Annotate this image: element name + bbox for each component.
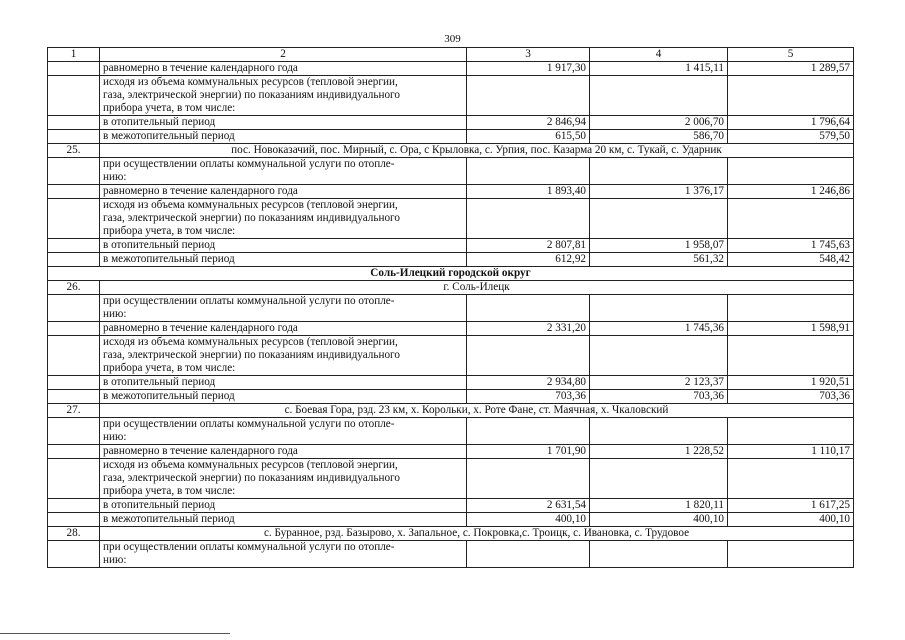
value-col-4: 1 745,36 — [590, 322, 728, 336]
table-row — [48, 76, 854, 116]
value-col-3: 1 701,90 — [467, 445, 590, 459]
value-col-3: 1 893,40 — [467, 185, 590, 199]
row-description — [100, 336, 467, 376]
row-description — [100, 459, 467, 499]
description-line: газа, электрической энергии) по показаниям индивидуального — [103, 472, 400, 484]
value-col-3: 703,36 — [467, 390, 590, 404]
value-col-3: 1 917,30 — [467, 62, 590, 76]
index-cell — [48, 76, 100, 116]
description-line: прибора учета, в том числе: — [103, 485, 236, 497]
value-col-4 — [590, 336, 728, 376]
value-col-5 — [728, 199, 854, 239]
row-label: в межотопительный период — [100, 130, 467, 144]
index-cell — [48, 376, 100, 390]
tariff-table — [47, 47, 854, 568]
row-label: равномерно в течение календарного года — [100, 185, 467, 199]
index-cell — [48, 253, 100, 267]
value-col-3 — [467, 541, 590, 568]
section-title: с. Буранное, рзд. Базырово, х. Запальное, с. Покровка,с. Троицк, с. Ивановка, с. Трудовое — [100, 527, 854, 541]
index-cell — [48, 445, 100, 459]
value-col-5: 1 598,91 — [728, 322, 854, 336]
header-cell-3: 3 — [467, 48, 590, 62]
value-col-3: 2 631,54 — [467, 499, 590, 513]
row-label: в межотопительный период — [100, 390, 467, 404]
value-col-3: 400,10 — [467, 513, 590, 527]
index-cell — [48, 116, 100, 130]
index-cell — [48, 513, 100, 527]
header-cell-2: 2 — [100, 48, 467, 62]
value-col-5 — [728, 541, 854, 568]
description-line: прибора учета, в том числе: — [103, 362, 236, 374]
value-col-5: 1 617,25 — [728, 499, 854, 513]
row-label: равномерно в течение календарного года — [100, 322, 467, 336]
table-body — [48, 48, 854, 568]
description-line: газа, электрической энергии) по показаниям индивидуального — [103, 89, 400, 101]
row-label: в отопительный период — [100, 499, 467, 513]
value-col-3 — [467, 295, 590, 322]
value-col-3: 2 807,81 — [467, 239, 590, 253]
index-cell — [48, 158, 100, 185]
value-col-3 — [467, 459, 590, 499]
row-description — [100, 199, 467, 239]
index-cell — [48, 62, 100, 76]
value-col-4: 2 006,70 — [590, 116, 728, 130]
value-col-5 — [728, 418, 854, 445]
table-row — [48, 239, 854, 253]
description-line: исходя из объема коммунальных ресурсов (тепловой энергии, — [103, 76, 398, 88]
description-line: газа, электрической энергии) по показаниям индивидуального — [103, 212, 400, 224]
section-index: 26. — [48, 281, 100, 295]
value-col-5 — [728, 336, 854, 376]
description-line: нию: — [103, 308, 127, 320]
section-title: г. Соль-Илецк — [100, 281, 854, 295]
value-col-3: 615,50 — [467, 130, 590, 144]
value-col-4 — [590, 199, 728, 239]
value-col-4: 2 123,37 — [590, 376, 728, 390]
row-description — [100, 295, 467, 322]
value-col-4 — [590, 76, 728, 116]
index-cell — [48, 199, 100, 239]
section-index: 28. — [48, 527, 100, 541]
row-description — [100, 418, 467, 445]
header-cell-4: 4 — [590, 48, 728, 62]
table-row — [48, 130, 854, 144]
header-row — [48, 48, 854, 62]
table-row — [48, 158, 854, 185]
value-col-4: 1 958,07 — [590, 239, 728, 253]
index-cell — [48, 295, 100, 322]
description-line: нию: — [103, 171, 127, 183]
description-line: прибора учета, в том числе: — [103, 225, 236, 237]
value-col-3: 2 846,94 — [467, 116, 590, 130]
table-row — [48, 199, 854, 239]
value-col-5 — [728, 459, 854, 499]
index-cell — [48, 322, 100, 336]
value-col-4 — [590, 459, 728, 499]
row-description — [100, 76, 467, 116]
index-cell — [48, 336, 100, 376]
row-label: в межотопительный период — [100, 253, 467, 267]
table-row — [48, 267, 854, 281]
table-row — [48, 527, 854, 541]
value-col-3 — [467, 418, 590, 445]
value-col-5: 579,50 — [728, 130, 854, 144]
value-col-3: 612,92 — [467, 253, 590, 267]
table-row — [48, 185, 854, 199]
value-col-4: 561,32 — [590, 253, 728, 267]
row-description — [100, 541, 467, 568]
table-row — [48, 295, 854, 322]
index-cell — [48, 239, 100, 253]
value-col-3 — [467, 199, 590, 239]
value-col-5: 1 796,64 — [728, 116, 854, 130]
value-col-4: 586,70 — [590, 130, 728, 144]
page-number: 309 — [444, 33, 461, 45]
value-col-4 — [590, 295, 728, 322]
description-line: при осуществлении оплаты коммунальной услуги по отопле- — [103, 295, 395, 307]
table-row — [48, 322, 854, 336]
footer-divider — [0, 633, 230, 634]
table-row — [48, 541, 854, 568]
row-label: равномерно в течение календарного года — [100, 445, 467, 459]
index-cell — [48, 499, 100, 513]
value-col-4: 1 415,11 — [590, 62, 728, 76]
row-label: в отопительный период — [100, 116, 467, 130]
value-col-4 — [590, 541, 728, 568]
index-cell — [48, 130, 100, 144]
value-col-4: 1 376,17 — [590, 185, 728, 199]
section-title: пос. Новоказачий, пос. Мирный, с. Ора, с Крыловка, с. Урпия, пос. Казарма 20 км, с. Тукай, с. Ударник — [100, 144, 854, 158]
row-label: в межотопительный период — [100, 513, 467, 527]
value-col-4: 400,10 — [590, 513, 728, 527]
description-line: газа, электрической энергии) по показаниям индивидуального — [103, 349, 400, 361]
value-col-4: 703,36 — [590, 390, 728, 404]
table-row — [48, 281, 854, 295]
table-row — [48, 513, 854, 527]
value-col-4 — [590, 418, 728, 445]
description-line: прибора учета, в том числе: — [103, 102, 236, 114]
description-line: исходя из объема коммунальных ресурсов (тепловой энергии, — [103, 336, 398, 348]
table-row — [48, 499, 854, 513]
index-cell — [48, 541, 100, 568]
table-row — [48, 336, 854, 376]
value-col-3: 2 331,20 — [467, 322, 590, 336]
value-col-4 — [590, 158, 728, 185]
table-row — [48, 144, 854, 158]
description-line: при осуществлении оплаты коммунальной услуги по отопле- — [103, 158, 395, 170]
section-index: 27. — [48, 404, 100, 418]
description-line: нию: — [103, 431, 127, 443]
table-row — [48, 116, 854, 130]
description-line: при осуществлении оплаты коммунальной услуги по отопле- — [103, 541, 395, 553]
value-col-3 — [467, 76, 590, 116]
description-line: при осуществлении оплаты коммунальной услуги по отопле- — [103, 418, 395, 430]
value-col-5 — [728, 158, 854, 185]
description-line: нию: — [103, 554, 127, 566]
value-col-5: 1 246,86 — [728, 185, 854, 199]
table-row — [48, 376, 854, 390]
value-col-5: 1 289,57 — [728, 62, 854, 76]
value-col-5: 548,42 — [728, 253, 854, 267]
value-col-5: 703,36 — [728, 390, 854, 404]
value-col-4: 1 820,11 — [590, 499, 728, 513]
description-line: исходя из объема коммунальных ресурсов (тепловой энергии, — [103, 199, 398, 211]
value-col-5: 1 920,51 — [728, 376, 854, 390]
table-row — [48, 459, 854, 499]
value-col-5 — [728, 295, 854, 322]
index-cell — [48, 390, 100, 404]
index-cell — [48, 185, 100, 199]
row-label: равномерно в течение календарного года — [100, 62, 467, 76]
index-cell — [48, 459, 100, 499]
index-cell — [48, 418, 100, 445]
value-col-3 — [467, 158, 590, 185]
row-label: в отопительный период — [100, 239, 467, 253]
value-col-5 — [728, 76, 854, 116]
value-col-3 — [467, 336, 590, 376]
section-title: с. Боевая Гора, рзд. 23 км, х. Корольки, х. Роте Фане, ст. Маячная, х. Чкаловский — [100, 404, 854, 418]
value-col-5: 1 110,17 — [728, 445, 854, 459]
row-description — [100, 158, 467, 185]
row-label: в отопительный период — [100, 376, 467, 390]
header-cell-1: 1 — [48, 48, 100, 62]
table-row — [48, 390, 854, 404]
header-cell-5: 5 — [728, 48, 854, 62]
table-row — [48, 62, 854, 76]
table-row — [48, 418, 854, 445]
section-index: 25. — [48, 144, 100, 158]
description-line: исходя из объема коммунальных ресурсов (тепловой энергии, — [103, 459, 398, 471]
value-col-3: 2 934,80 — [467, 376, 590, 390]
value-col-5: 400,10 — [728, 513, 854, 527]
district-title: Соль-Илецкий городской округ — [48, 267, 854, 281]
table-row — [48, 253, 854, 267]
value-col-4: 1 228,52 — [590, 445, 728, 459]
table-row — [48, 404, 854, 418]
value-col-5: 1 745,63 — [728, 239, 854, 253]
table-row — [48, 445, 854, 459]
